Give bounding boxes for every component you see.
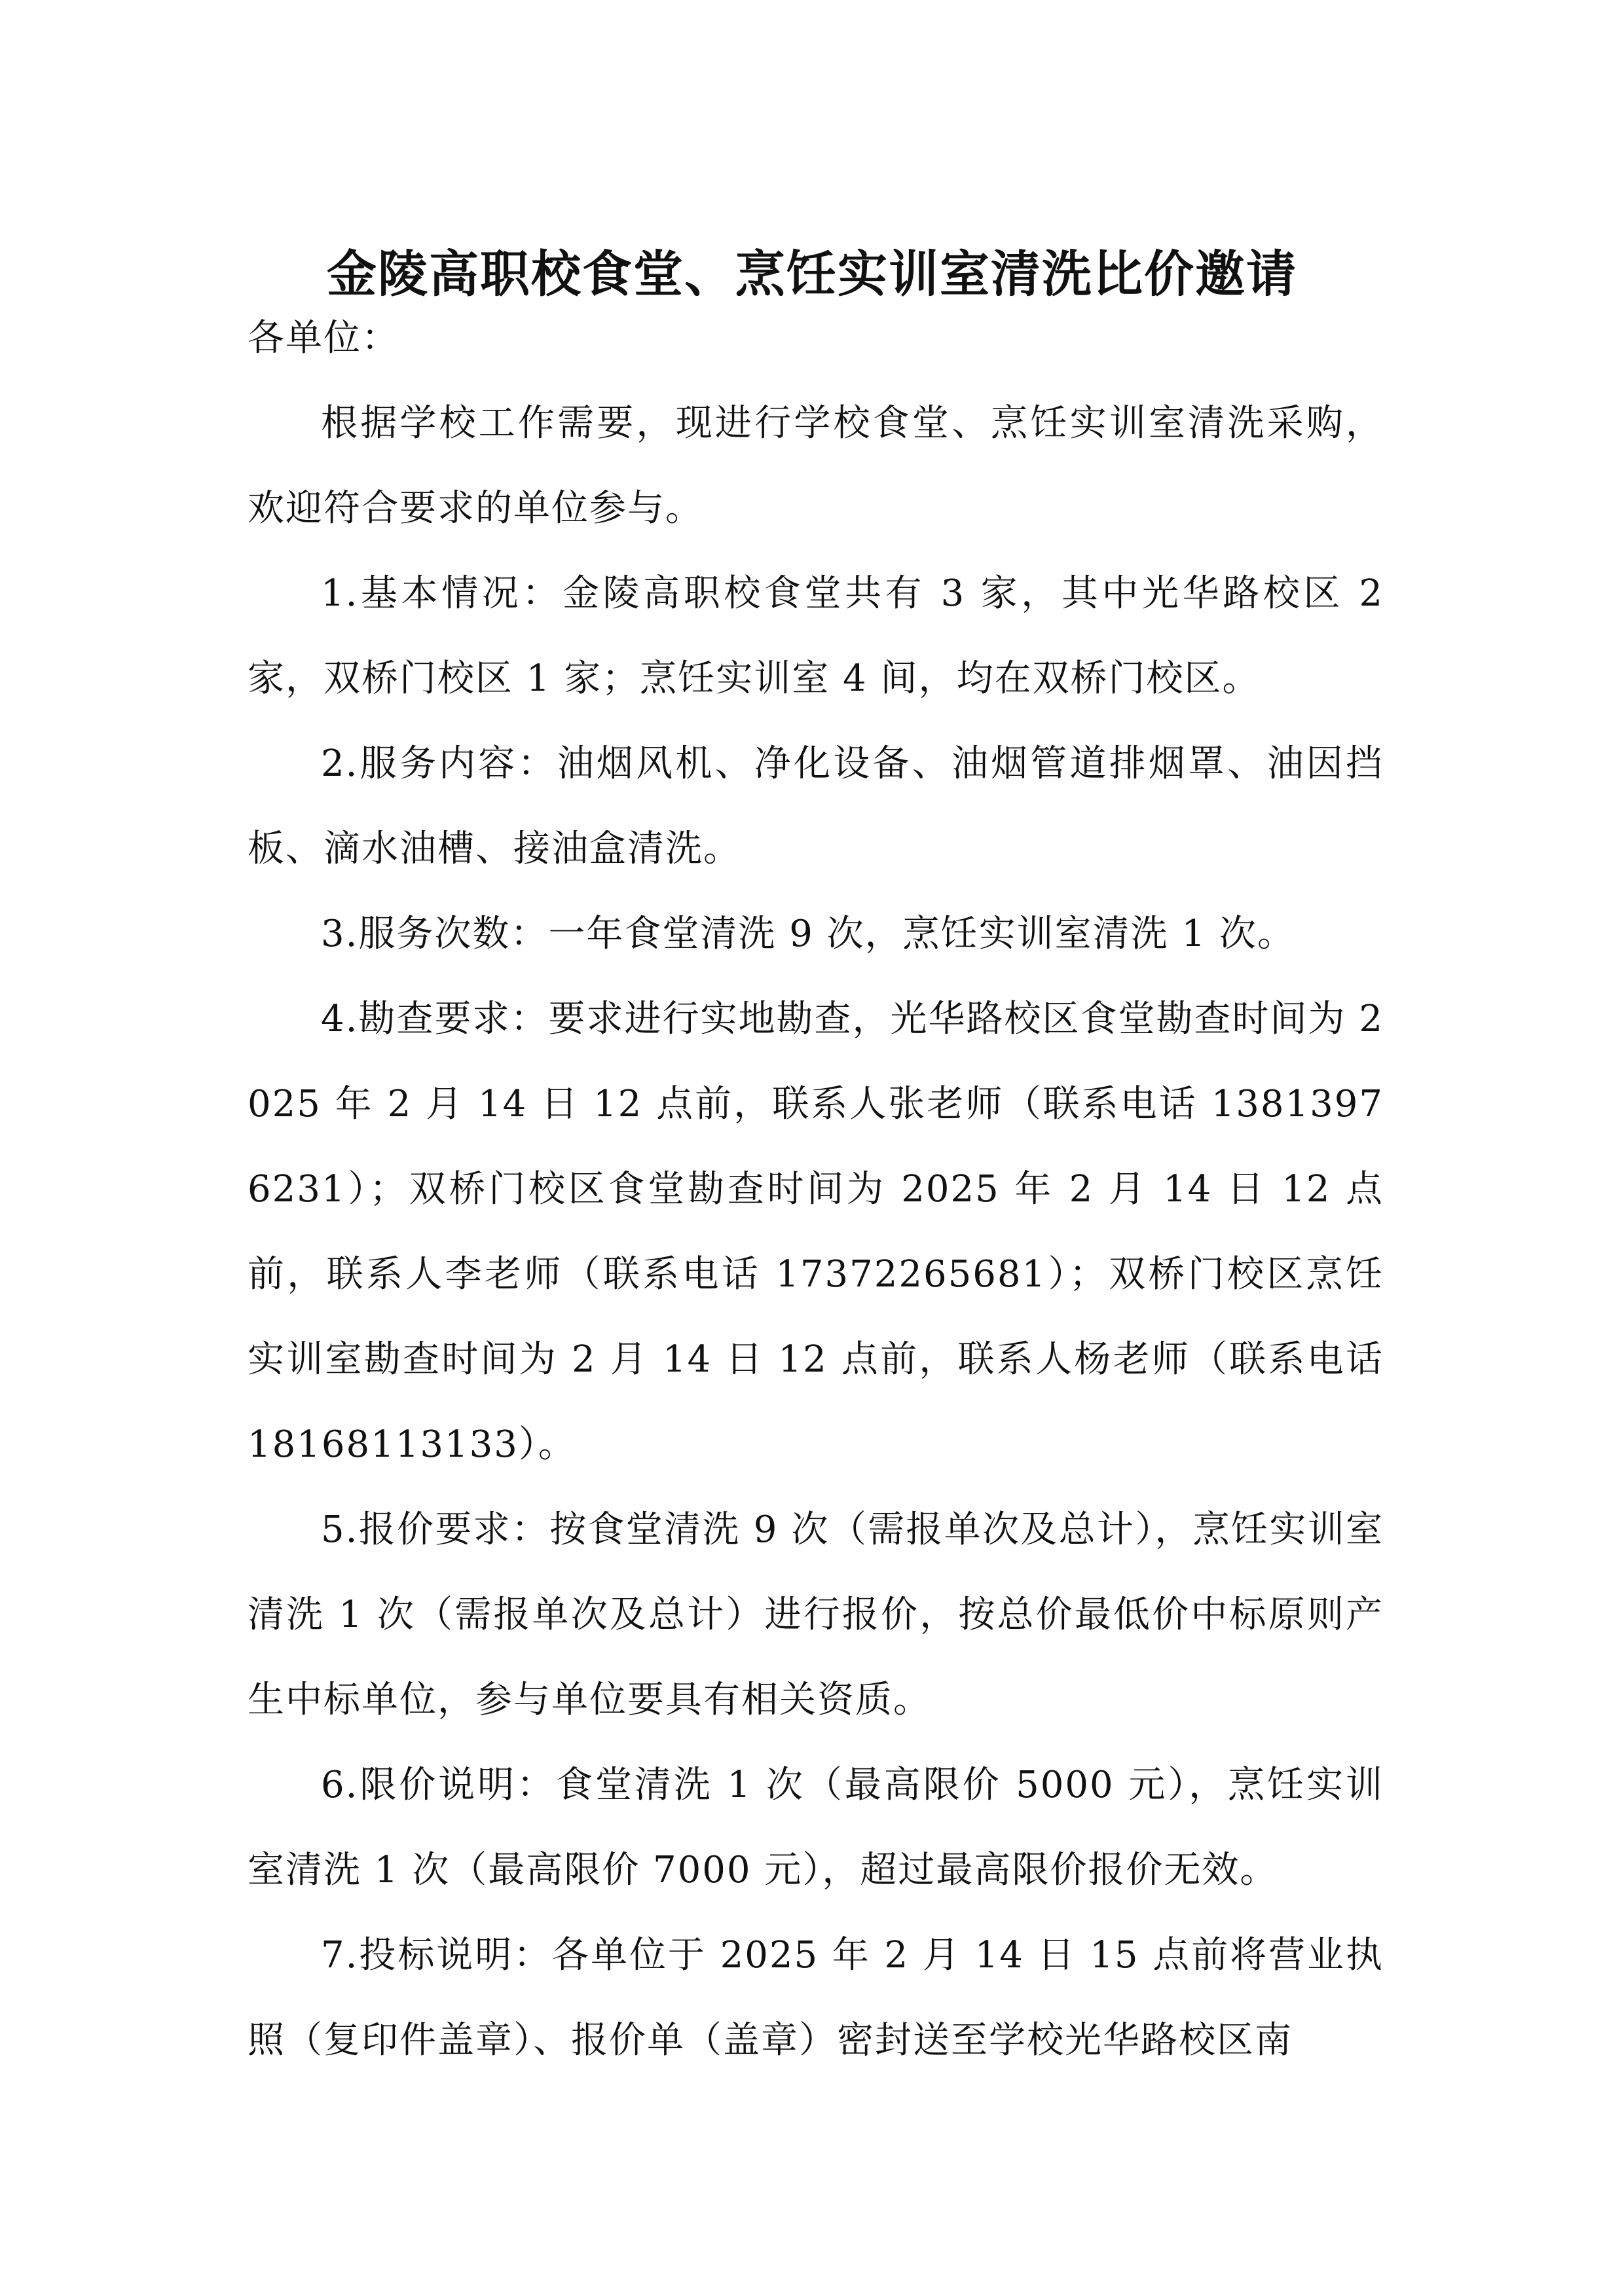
paragraph-quotation-requirements: 5.报价要求：按食堂清洗 9 次（需报单次及总计），烹饪实训室清洗 1 次（需报单次及总计）进行报价，按总价最低价中标原则产生中标单位，参与单位要具有相关资质。	[248, 1508, 1384, 1721]
paragraph-bidding-instructions: 7.投标说明：各单位于 2025 年 2 月 14 日 15 点前将营业执照（复印件盖章）、报价单（盖章）密封送至学校光华路校区南	[248, 1934, 1384, 2062]
paragraph-service-content: 2.服务内容：油烟风机、净化设备、油烟管道排烟罩、油因挡板、滴水油槽、接油盒清洗。	[248, 742, 1384, 870]
document-title: 金陵高职校食堂、烹饪实训室清洗比价邀请	[327, 244, 1297, 303]
paragraph-intro: 根据学校工作需要，现进行学校食堂、烹饪实训室清洗采购，欢迎符合要求的单位参与。	[248, 402, 1384, 530]
paragraph-basic-situation: 1.基本情况：金陵高职校食堂共有 3 家，其中光华路校区 2 家，双桥门校区 1 家；烹饪实训室 4 间，均在双桥门校区。	[248, 572, 1384, 700]
paragraph-inspection-requirements: 4.勘查要求：要求进行实地勘查，光华路校区食堂勘查时间为 2025 年 2 月 14 日 12 点前，联系人张老师（联系电话 13813976231）；双桥门校区食堂勘查时间为 2025 年 2 月 14 日 12 点前，联系人李老师（联系电话 17372265681）；双桥门校区烹饪实训室勘查时间为 2 月 14 日 12 点前，联系人杨老师（联系电话 18168113133）。	[248, 998, 1384, 1466]
paragraph-service-frequency: 3.服务次数：一年食堂清洗 9 次，烹饪实训室清洗 1 次。	[321, 913, 1295, 955]
salutation: 各单位：	[248, 317, 399, 359]
document-body	[248, 296, 1384, 2083]
paragraph-price-limit: 6.限价说明：食堂清洗 1 次（最高限价 5000 元），烹饪实训室清洗 1 次（最高限价 7000 元），超过最高限价报价无效。	[248, 1764, 1384, 1891]
